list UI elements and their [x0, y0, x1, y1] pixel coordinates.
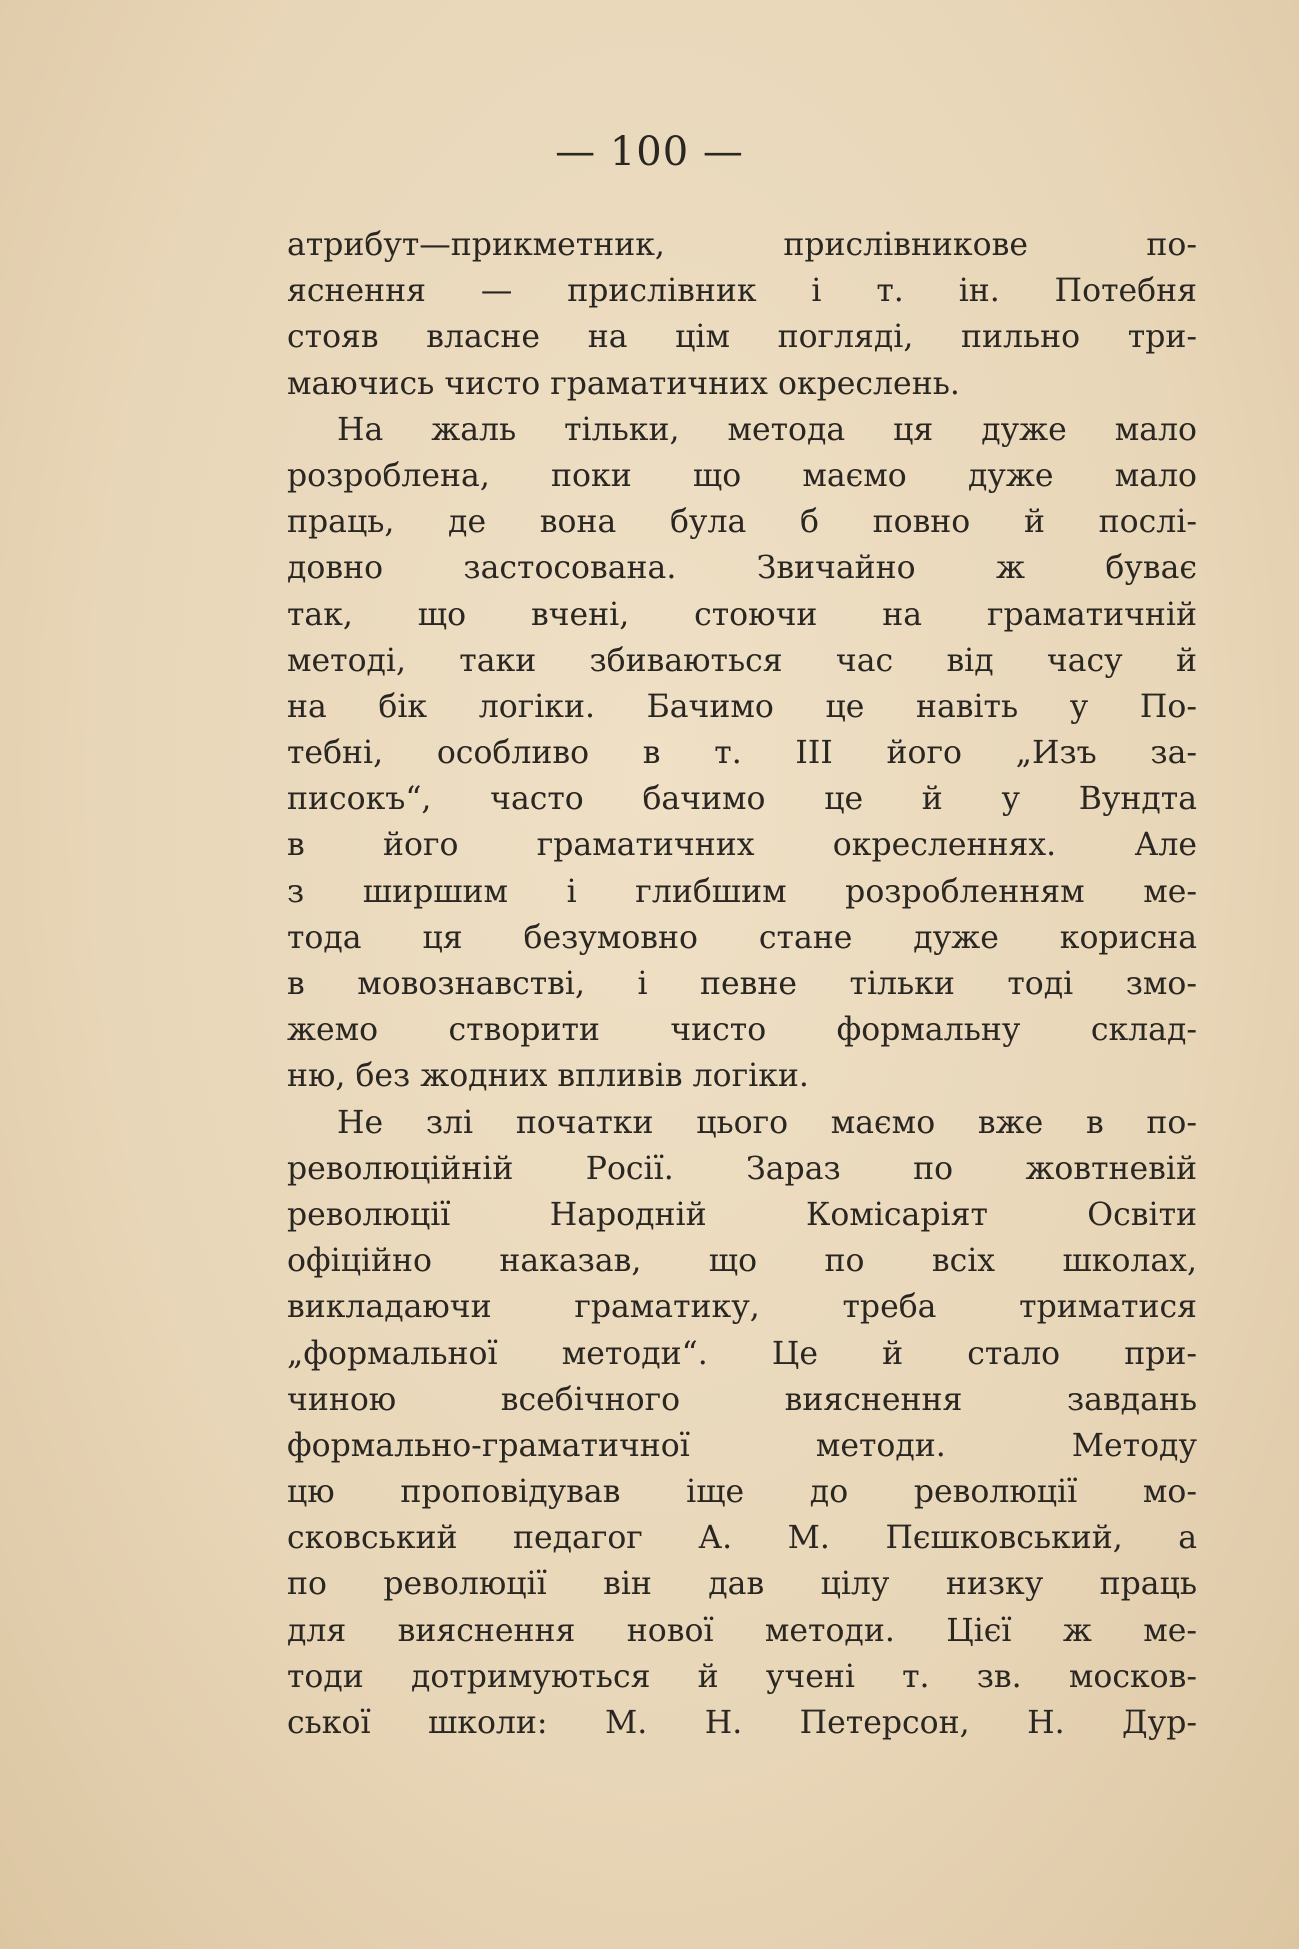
text-line: в мовознавстві, і певне тільки тоді змо- [287, 966, 1197, 1002]
text-line: сковський педагог А. М. Пєшковський, а [287, 1520, 1197, 1557]
text-line: чиною всебічного вияснення завдань [287, 1381, 1197, 1418]
body-text [287, 222, 1197, 1746]
text-line: тебні, особливо в т. III його „Изъ за- [287, 735, 1197, 772]
text-line: в його граматичних окресленнях. Але [287, 827, 1197, 864]
text-line: писокъ“, часто бачимо це й у Вундта [287, 781, 1197, 818]
text-line: стояв власне на цім погляді, пильно три- [287, 319, 1197, 356]
text-line: для вияснення нової методи. Цієї ж ме- [287, 1612, 1197, 1649]
text-line: атрибут—прикметник, прислівникове по- [287, 227, 1197, 263]
text-line: праць, де вона була б повно й послі- [287, 504, 1197, 541]
text-line: довно застосована. Звичайно ж буває [287, 550, 1197, 587]
text-line: революції Народній Комісаріят Освіти [287, 1196, 1197, 1233]
text-line: розроблена, поки що маємо дуже мало [287, 457, 1197, 494]
text-line: цю проповідував іще до революції мо- [287, 1474, 1197, 1511]
text-line: тода ця безумовно стане дуже корисна [287, 919, 1197, 956]
text-line: на бік логіки. Бачимо це навіть у По- [287, 688, 1197, 725]
text-line: офіційно наказав, що по всіх школах, [287, 1243, 1197, 1280]
text-line: революційній Росії. Зараз по жовтневій [287, 1150, 1197, 1187]
text-line: На жаль тільки, метода ця дуже мало [337, 411, 1197, 448]
text-line: „формальної методи“. Це й стало при- [287, 1335, 1197, 1372]
text-line: так, що вчені, стоючи на граматичній [287, 596, 1197, 633]
text-line: тоди дотримуються й учені т. зв. москов- [287, 1658, 1197, 1695]
text-line: по революції він дав цілу низку праць [287, 1566, 1197, 1603]
text-line: маючись чисто граматичних окреслень. [287, 365, 960, 402]
page-number: — 100 — [555, 129, 744, 175]
text-line: жемо створити чисто формальну склад- [287, 1012, 1197, 1049]
text-line: з ширшим і глибшим розробленням ме- [287, 873, 1197, 910]
text-line: ської школи: М. Н. Петерсон, Н. Дур- [287, 1705, 1197, 1741]
text-line: методі, таки збиваються час від часу й [287, 642, 1197, 679]
text-line: Не злі початки цього маємо вже в по- [337, 1104, 1197, 1141]
text-line: викладаючи граматику, треба триматися [287, 1289, 1197, 1326]
text-line: ню, без жодних впливів логіки. [287, 1058, 809, 1095]
text-line: формально-граматичної методи. Методу [287, 1427, 1197, 1464]
text-line: яснення — прислівник і т. ін. Потебня [287, 273, 1197, 310]
